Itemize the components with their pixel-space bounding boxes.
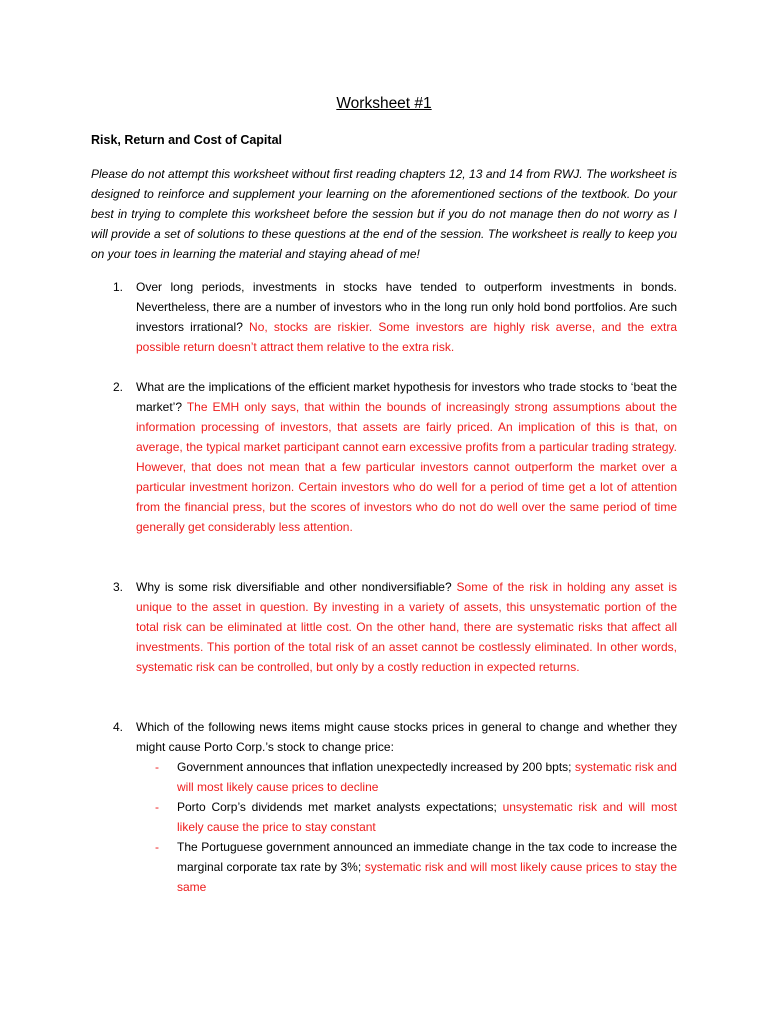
list-item [155, 797, 677, 837]
list-item [155, 837, 678, 897]
question-text: Why is some risk diversifiable and other nondiversifiable? [136, 580, 452, 594]
answer-text: Some of the risk in holding any asset is unique to the asset in question. By investing in a variety of assets, this unsystematic portion of the total risk can be eliminated at little cost. On the other hand, there are systematic risks that affect all investments. This portion of the total risk of an asset cannot be costlessly eliminated. In other words, systematic risk can be controlled, but only by a costly reduction in expected returns. [136, 580, 678, 674]
question-body [136, 377, 677, 537]
question-text: Over long periods, investments in stocks have tended to outperform investments in bonds. Nevertheless, there are a number of investors who in the long run only hold bond portfolios. Are such investors irrational? [136, 280, 677, 334]
question-1 [91, 277, 677, 357]
bullet-answer: systematic risk and will most likely cause prices to decline [177, 760, 677, 794]
question-number: 2. [113, 380, 124, 394]
answer-text: The EMH only says, that within the bounds of increasingly strong assumptions about the information processing of investors, that assets are fairly priced. An implication of this is that, on average, the typical market participant cannot earn excessive profits from a particular trading strategy. However, that does not mean that a few particular investors cannot outperform the market over a particular investment horizon. Certain investors who do well for a period of time get a lot of attention from the financial press, but the scores of investors who do not do well over the same period of time generally get considerably less attention. [136, 400, 677, 534]
bullet-list [155, 757, 678, 897]
intro-paragraph: Please do not attempt this worksheet without first reading chapters 12, 13 and 14 from RWJ. The worksheet is designed to reinforce and supplement your learning on the aforementioned sections of the textbook. Do your best in trying to complete this worksheet before the session but if you do not manage then do not worry as I will provide a set of solutions to these questions at the end of the session. The worksheet is really to keep you on your toes in learning the material and staying ahead of me! [91, 167, 677, 261]
bullet-question: Porto Corp’s dividends met market analysts expectations; [177, 800, 497, 814]
bullet-dash: - [155, 760, 159, 774]
question-number: 4. [113, 720, 124, 734]
bullet-answer: unsystematic risk and will most likely cause the price to stay constant [177, 800, 677, 834]
question-body [136, 577, 677, 677]
question-2 [91, 377, 677, 537]
bullet-question: The Portuguese government announced an immediate change in the tax code to increase the marginal corporate tax rate by 3%; [177, 840, 677, 874]
question-body [136, 717, 677, 757]
question-body [136, 277, 677, 357]
bullet-answer: systematic risk and will most likely cause prices to stay the same [177, 860, 678, 894]
question-text: What are the implications of the efficient market hypothesis for investors who trade stocks to ‘beat the market’? [136, 380, 677, 414]
question-3 [91, 577, 677, 677]
bullet-dash: - [155, 800, 159, 814]
bullet-dash: - [155, 840, 159, 854]
question-number: 1. [113, 280, 124, 294]
question-text: Which of the following news items might cause stocks prices in general to change and whether they might cause Porto Corp.’s stock to change price: [136, 720, 677, 754]
list-item [155, 757, 677, 797]
answer-text: No, stocks are riskier. Some investors are highly risk averse, and the extra possible return doesn’t attract them relative to the extra risk. [136, 320, 677, 354]
page-title: Worksheet #1 [336, 95, 432, 112]
section-subtitle: Risk, Return and Cost of Capital [91, 133, 282, 147]
question-number: 3. [113, 580, 124, 594]
question-4 [91, 717, 677, 897]
bullet-question: Government announces that inflation unexpectedly increased by 200 bpts; [177, 760, 572, 774]
